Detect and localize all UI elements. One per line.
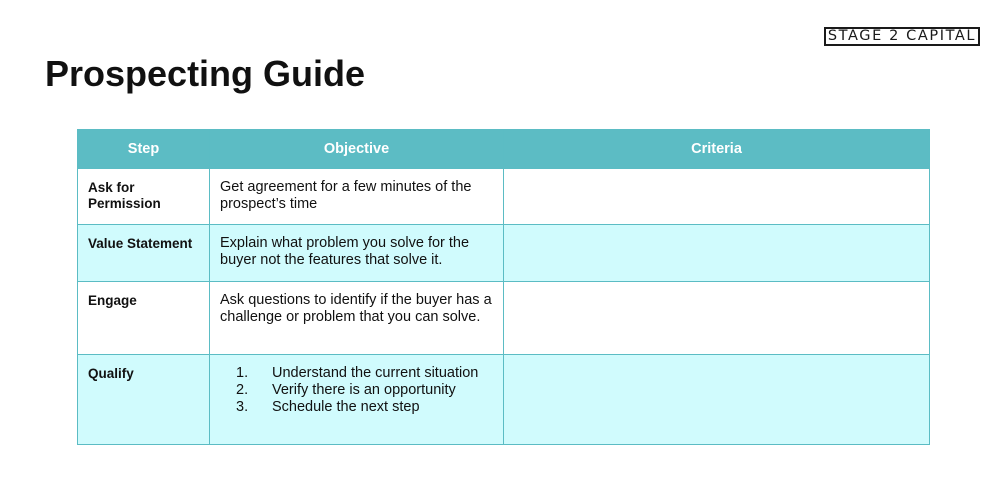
step-cell: Ask for Permission <box>78 169 210 225</box>
step-cell: Value Statement <box>78 225 210 282</box>
step-cell: Engage <box>78 282 210 355</box>
criteria-cell <box>504 225 930 282</box>
table-row <box>78 355 930 445</box>
list-item-number: 3. <box>236 399 249 415</box>
list-item <box>220 399 495 416</box>
prospecting-guide-table <box>77 129 930 445</box>
table-row <box>78 282 930 355</box>
stage-2-capital-logo: STAGE 2 CAPITAL <box>824 27 980 46</box>
list-item-text: Verify there is an opportunity <box>272 382 456 398</box>
objective-cell: Get agreement for a few minutes of the prospect’s time <box>210 169 504 225</box>
objective-cell <box>210 355 504 445</box>
header-criteria: Criteria <box>504 130 930 169</box>
header-step: Step <box>78 130 210 169</box>
list-item-number: 1. <box>236 365 249 381</box>
list-item-text: Understand the current situation <box>272 365 479 381</box>
list-item <box>220 365 495 382</box>
list-item <box>220 382 495 399</box>
criteria-cell <box>504 169 930 225</box>
criteria-cell <box>504 282 930 355</box>
table-row <box>78 225 930 282</box>
header-objective: Objective <box>210 130 504 169</box>
objective-cell: Ask questions to identify if the buyer has a challenge or problem that you can solve. <box>210 282 504 355</box>
list-item-text: Schedule the next step <box>272 399 420 415</box>
table-row <box>78 169 930 225</box>
qualify-steps-list <box>220 365 495 416</box>
step-cell: Qualify <box>78 355 210 445</box>
criteria-cell <box>504 355 930 445</box>
list-item-number: 2. <box>236 382 249 398</box>
table-header-row <box>78 130 930 169</box>
objective-cell: Explain what problem you solve for the buyer not the features that solve it. <box>210 225 504 282</box>
page-title: Prospecting Guide <box>45 53 366 94</box>
